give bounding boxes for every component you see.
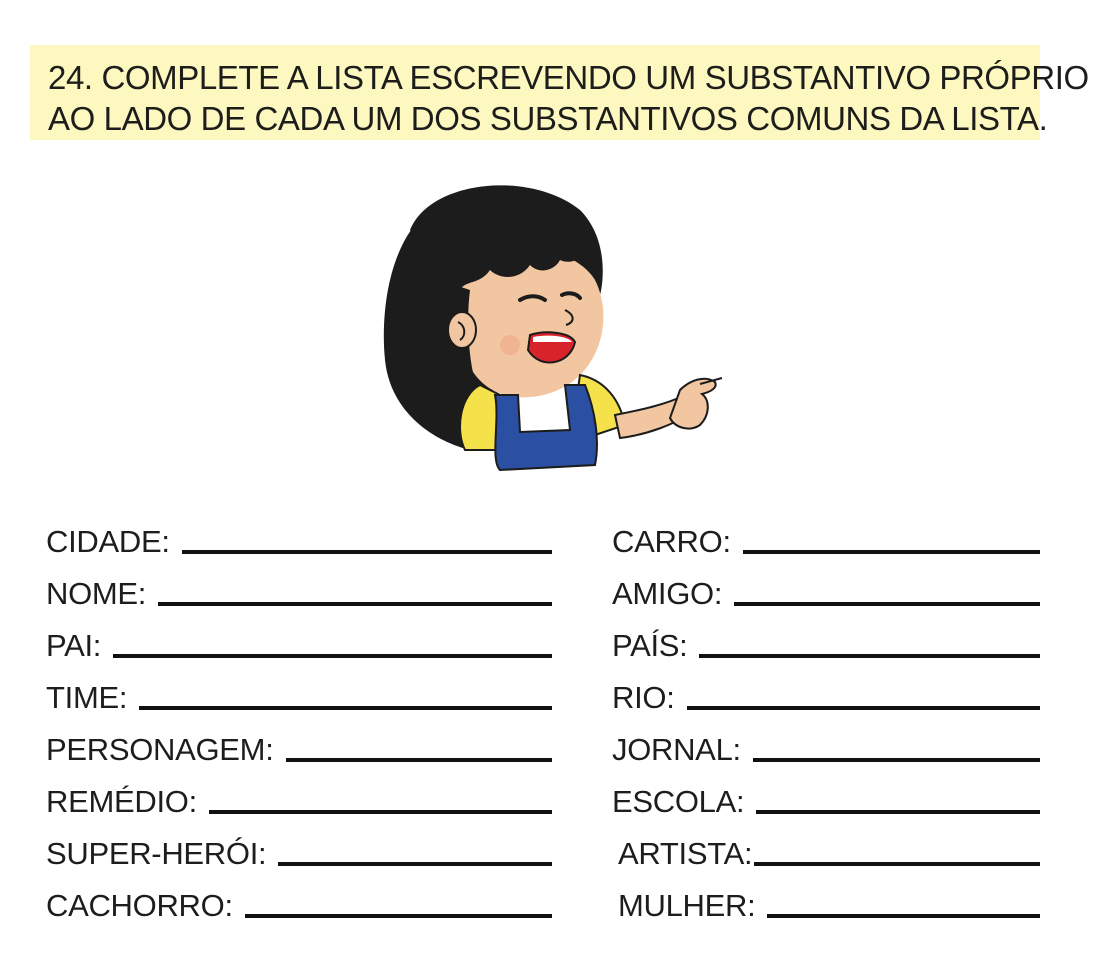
answer-line[interactable]: [182, 550, 552, 554]
answer-line[interactable]: [278, 862, 552, 866]
field-row-time[interactable]: [46, 676, 552, 716]
answer-line[interactable]: [756, 810, 1040, 814]
field-label: PAÍS:: [612, 628, 688, 663]
answer-line[interactable]: [286, 758, 552, 762]
answer-line[interactable]: [743, 550, 1040, 554]
instruction-line-2: AO LADO DE CADA UM DOS SUBSTANTIVOS COMUNS DA LISTA.: [48, 100, 1048, 137]
field-label: CARRO:: [612, 524, 731, 559]
field-label: PAI:: [46, 628, 102, 663]
cartoon-girl-icon: [370, 170, 730, 500]
field-row-artista[interactable]: [618, 832, 1040, 872]
answer-line[interactable]: [158, 602, 552, 606]
field-row-pai[interactable]: [46, 624, 552, 664]
field-row-mulher[interactable]: [618, 884, 1040, 924]
field-row-carro[interactable]: [612, 520, 1040, 560]
answer-line[interactable]: [767, 914, 1040, 918]
field-label: RIO:: [612, 680, 675, 715]
field-label: JORNAL:: [612, 732, 741, 767]
field-row-jornal[interactable]: [612, 728, 1040, 768]
field-label: CIDADE:: [46, 524, 170, 559]
field-label: REMÉDIO:: [46, 784, 197, 819]
field-label: MULHER:: [618, 888, 756, 923]
field-label: ARTISTA:: [618, 836, 753, 871]
instruction-line-1: 24. COMPLETE A LISTA ESCREVENDO UM SUBSTANTIVO PRÓPRIO: [48, 59, 1089, 96]
answer-line[interactable]: [699, 654, 1040, 658]
answer-line[interactable]: [113, 654, 552, 658]
field-row-personagem[interactable]: [46, 728, 552, 768]
field-label: ESCOLA:: [612, 784, 745, 819]
field-row-cidade[interactable]: [46, 520, 552, 560]
field-label: SUPER-HERÓI:: [46, 836, 267, 871]
field-row-nome[interactable]: [46, 572, 552, 612]
field-label: PERSONAGEM:: [46, 732, 274, 767]
answer-line[interactable]: [139, 706, 552, 710]
answer-line[interactable]: [734, 602, 1040, 606]
field-row-escola[interactable]: [612, 780, 1040, 820]
answer-line[interactable]: [687, 706, 1040, 710]
field-label: TIME:: [46, 680, 128, 715]
field-label: NOME:: [46, 576, 147, 611]
instruction-box: [30, 45, 1089, 140]
field-row-rio[interactable]: [612, 676, 1040, 716]
field-row-amigo[interactable]: [612, 572, 1040, 612]
answer-line[interactable]: [209, 810, 552, 814]
field-row-cachorro[interactable]: [46, 884, 552, 924]
girl-pointing-illustration: [370, 170, 730, 500]
field-label: AMIGO:: [612, 576, 723, 611]
field-label: CACHORRO:: [46, 888, 233, 923]
answer-line[interactable]: [245, 914, 552, 918]
field-row-super-heroi[interactable]: [46, 832, 552, 872]
field-row-pais[interactable]: [612, 624, 1040, 664]
answer-line[interactable]: [754, 862, 1040, 866]
answer-line[interactable]: [753, 758, 1040, 762]
field-row-remedio[interactable]: [46, 780, 552, 820]
